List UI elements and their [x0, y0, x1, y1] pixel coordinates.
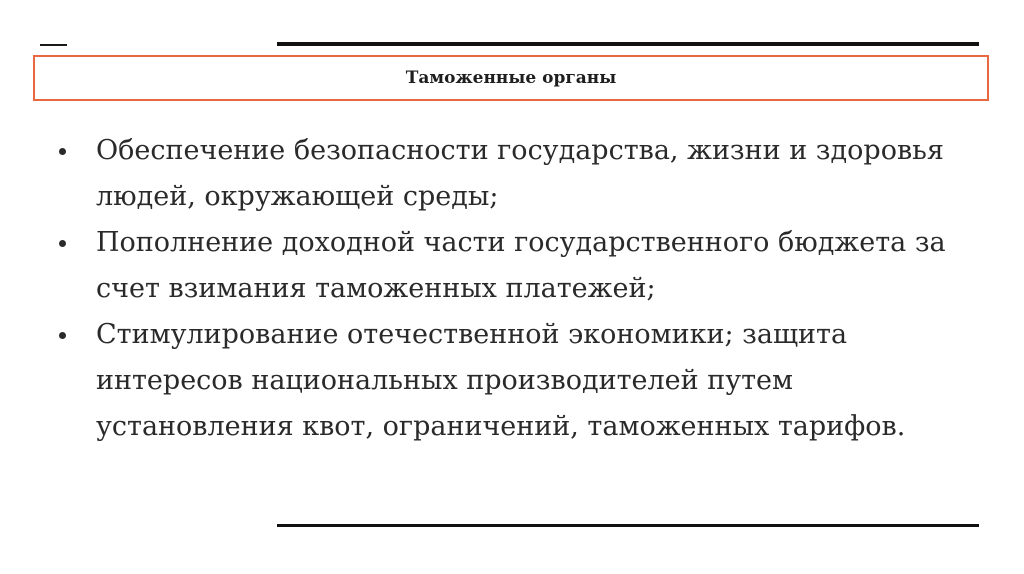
title-frame	[33, 55, 989, 101]
list-item-text: Пополнение доходной части государственного бюджета за счет взимания таможенных платежей;	[96, 227, 946, 304]
header-dash-mark	[40, 44, 67, 46]
list-item	[50, 128, 980, 220]
bullet-dot-icon	[59, 240, 66, 247]
top-divider-line	[277, 42, 979, 46]
list-item-text: Обеспечение безопасности государства, жизни и здоровья людей, окружающей среды;	[96, 135, 944, 212]
list-item	[50, 220, 980, 312]
bullet-list	[50, 128, 980, 450]
bullet-dot-icon	[59, 148, 66, 155]
slide-title: Таможенные органы	[405, 68, 617, 88]
list-item-text: Стимулирование отечественной экономики; защита интересов национальных производителей путем установления квот, ограничений, таможенных тарифов.	[96, 319, 906, 442]
bottom-divider-line	[277, 524, 979, 527]
list-item	[50, 312, 980, 450]
bullet-dot-icon	[59, 332, 66, 339]
